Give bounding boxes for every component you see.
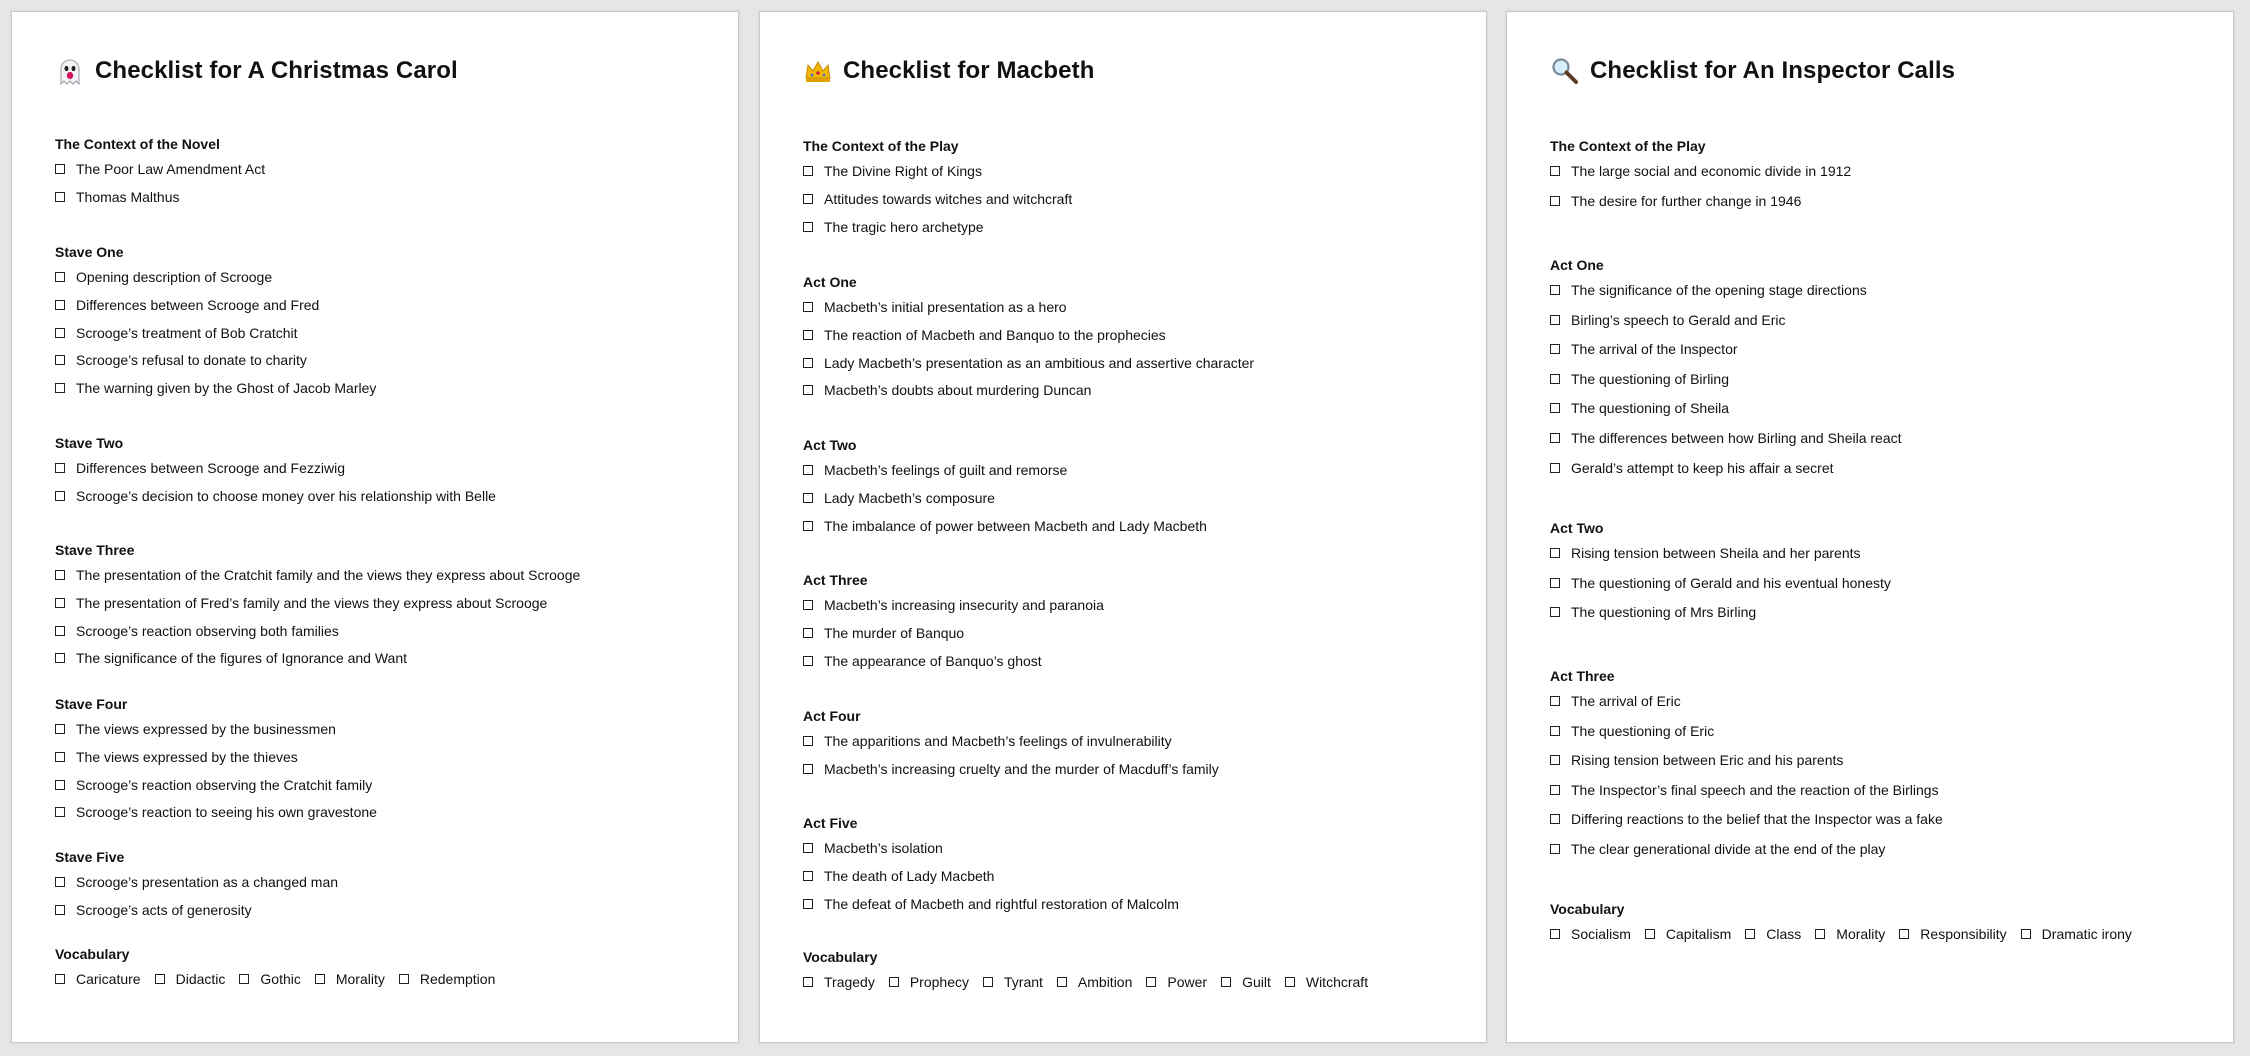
checklist-item-label: Scrooge’s reaction to seeing his own gravestone (76, 804, 377, 821)
checkbox[interactable] (155, 974, 165, 984)
section-context (1550, 138, 2210, 223)
checkbox[interactable] (1146, 977, 1156, 987)
checkbox[interactable] (55, 877, 65, 887)
checkbox[interactable] (1285, 977, 1295, 987)
section-heading: Act One (803, 274, 857, 290)
checkbox[interactable] (55, 570, 65, 580)
section-heading: The Context of the Play (1550, 138, 1706, 154)
checkbox[interactable] (1550, 785, 1560, 795)
checkbox[interactable] (315, 974, 325, 984)
section-heading: Act One (1550, 257, 1604, 273)
section-context (55, 136, 715, 217)
checklist-item-label: Birling’s speech to Gerald and Eric (1571, 311, 1786, 328)
checklist-item[interactable] (55, 874, 715, 890)
checkbox[interactable] (55, 164, 65, 174)
page-title: Checklist for Macbeth (843, 57, 1095, 84)
vocabulary-label: Redemption (419, 971, 496, 987)
checklist-item-label: Scrooge’s presentation as a changed man (76, 874, 339, 890)
vocabulary-item[interactable] (1057, 974, 1132, 990)
checkbox[interactable] (1550, 548, 1560, 558)
checklist-item-label: The murder of Banquo (824, 624, 965, 641)
checkbox[interactable] (1550, 726, 1560, 736)
checkbox[interactable] (803, 843, 813, 853)
vocabulary-row (1550, 926, 2210, 942)
checkbox[interactable] (1057, 977, 1067, 987)
checklist-item[interactable] (803, 518, 1463, 534)
vocabulary-label: Caricature (76, 971, 141, 987)
checkbox[interactable] (1550, 196, 1560, 206)
checklist-item-label: Macbeth’s increasing insecurity and paranoia (824, 597, 1104, 613)
checkbox[interactable] (1815, 929, 1825, 939)
page-title-row (1550, 56, 1955, 86)
vocabulary-item[interactable] (889, 974, 969, 990)
checklist-item-label: Scrooge’s refusal to donate to charity (76, 352, 307, 369)
checklist-item[interactable] (55, 567, 715, 583)
checklist-item-label: Opening description of Scrooge (76, 269, 273, 285)
checklist-item[interactable] (1550, 282, 2210, 298)
vocabulary-item[interactable] (1146, 974, 1207, 990)
section-heading: Stave Two (55, 435, 124, 451)
vocabulary-item[interactable] (803, 974, 875, 990)
checkbox[interactable] (1745, 929, 1755, 939)
checklist-item[interactable] (55, 297, 715, 313)
vocabulary-item[interactable] (55, 971, 141, 987)
section-act-two (1550, 520, 2210, 634)
document-page-christmas-carol (11, 11, 739, 1043)
checkbox[interactable] (803, 628, 813, 638)
checkbox[interactable] (1550, 433, 1560, 443)
checklist-item-label: The presentation of Fred’s family and the views they express about Scrooge (76, 594, 548, 611)
section-heading: Act Three (1550, 668, 1615, 684)
checklist-item[interactable] (803, 191, 1463, 207)
checkbox[interactable] (55, 383, 65, 393)
checklist-item[interactable] (1550, 163, 2210, 179)
checklist-item-label: The appearance of Banquo’s ghost (824, 652, 1042, 669)
checkbox[interactable] (55, 974, 65, 984)
checklist-item[interactable] (1550, 693, 2210, 709)
vocabulary-label: Power (1167, 974, 1208, 990)
checklist-item-label: The questioning of Mrs Birling (1571, 604, 1757, 621)
vocabulary-label: Responsibility (1920, 926, 2007, 942)
checklist-item-label: The significance of the figures of Ignorance and Want (76, 650, 408, 667)
checklist-item-label: Scrooge’s treatment of Bob Cratchit (76, 324, 298, 341)
checklist-item-label: Attitudes towards witches and witchcraft (824, 190, 1073, 207)
checklist-item-label: The apparitions and Macbeth’s feelings of invulnerability (824, 733, 1172, 749)
section-act-four (803, 708, 1463, 789)
vocabulary-item[interactable] (1550, 926, 1631, 942)
checkbox[interactable] (803, 656, 813, 666)
checkbox[interactable] (55, 905, 65, 915)
checklist-item-label: Scrooge’s reaction observing both families (76, 622, 339, 639)
checklist-item[interactable] (1550, 752, 2210, 768)
checklist-item-label: The tragic hero archetype (824, 218, 984, 235)
checkbox[interactable] (1550, 844, 1560, 854)
checkbox[interactable] (55, 752, 65, 762)
checkbox[interactable] (803, 521, 813, 531)
vocabulary-label: Tragedy (824, 974, 875, 990)
checklist-item-label: The Poor Law Amendment Act (76, 161, 266, 177)
checklist-item-label: Macbeth’s increasing cruelty and the murder of Macduff’s family (824, 760, 1219, 777)
vocabulary-item[interactable] (1745, 926, 1801, 942)
section-act-three (1550, 668, 2210, 871)
ghost-icon (55, 56, 85, 86)
checklist-item-label: The Inspector’s final speech and the reaction of the Birlings (1571, 781, 1939, 798)
checklist-item-label: Rising tension between Sheila and her parents (1571, 545, 1861, 561)
checkbox[interactable] (55, 355, 65, 365)
checkbox[interactable] (1550, 463, 1560, 473)
section-heading: Act Three (803, 572, 868, 588)
checklist-item-label: The views expressed by the thieves (76, 748, 298, 765)
checklist-item-label: Differences between Scrooge and Fred (76, 296, 320, 313)
checkbox[interactable] (1550, 814, 1560, 824)
checkbox[interactable] (803, 899, 813, 909)
checklist-item[interactable] (55, 777, 715, 793)
page-title-row (803, 56, 1095, 86)
vocabulary-item[interactable] (1899, 926, 2006, 942)
checkbox[interactable] (1550, 166, 1560, 176)
checklist-item-label: The large social and economic divide in 1912 (1571, 163, 1852, 179)
checkbox[interactable] (55, 653, 65, 663)
checklist-item[interactable] (55, 488, 715, 504)
checkbox[interactable] (55, 626, 65, 636)
checkbox[interactable] (55, 328, 65, 338)
checklist-item-label: The questioning of Gerald and his eventual honesty (1571, 574, 1891, 591)
checklist-item-label: The death of Lady Macbeth (824, 867, 995, 884)
checklist-item[interactable] (803, 896, 1463, 912)
vocabulary-item[interactable] (983, 974, 1043, 990)
checkbox[interactable] (803, 222, 813, 232)
vocabulary-row (803, 974, 1463, 990)
checkbox[interactable] (803, 764, 813, 774)
checklist-item[interactable] (55, 269, 715, 285)
checklist-item[interactable] (803, 490, 1463, 506)
section-heading: Stave Three (55, 542, 135, 558)
checklist-item[interactable] (55, 460, 715, 476)
section-act-five (803, 815, 1463, 923)
vocabulary-item[interactable] (1221, 974, 1271, 990)
checklist-item[interactable] (803, 625, 1463, 641)
checkbox[interactable] (55, 724, 65, 734)
checklist-item-label: Differences between Scrooge and Fezziwig (76, 460, 346, 476)
checkbox[interactable] (803, 977, 813, 987)
checkbox[interactable] (1899, 929, 1909, 939)
vocabulary-label: Morality (335, 971, 385, 987)
checklist-item-label: Macbeth’s doubts about murdering Duncan (824, 382, 1092, 399)
vocabulary-label: Prophecy (909, 974, 969, 990)
checklist-item-label: Lady Macbeth’s presentation as an ambitious and assertive character (824, 354, 1255, 371)
checklist-item-label: The presentation of the Cratchit family and the views they express about Scrooge (76, 567, 581, 583)
checklist-item[interactable] (1550, 841, 2210, 857)
checkbox[interactable] (1221, 977, 1231, 987)
section-heading: The Context of the Play (803, 138, 959, 154)
checkbox[interactable] (1550, 374, 1560, 384)
checkbox[interactable] (1550, 315, 1560, 325)
checklist-item-label: The significance of the opening stage directions (1571, 282, 1867, 298)
checklist-item-label: The questioning of Eric (1571, 722, 1715, 739)
checkbox[interactable] (1550, 696, 1560, 706)
vocabulary-item[interactable] (1285, 974, 1368, 990)
checkbox[interactable] (803, 465, 813, 475)
checklist-item-label: The reaction of Macbeth and Banquo to the prophecies (824, 326, 1166, 343)
checkbox[interactable] (803, 166, 813, 176)
checkbox[interactable] (1550, 285, 1560, 295)
checkbox[interactable] (803, 493, 813, 503)
vocabulary-label: Tyrant (1004, 974, 1043, 990)
vocabulary-item[interactable] (1815, 926, 1885, 942)
section-vocabulary (55, 946, 715, 987)
checkbox[interactable] (399, 974, 409, 984)
vocabulary-item[interactable] (315, 971, 385, 987)
checkbox[interactable] (803, 600, 813, 610)
checklist-item[interactable] (1550, 460, 2210, 476)
section-heading: Act Two (1550, 520, 1604, 536)
checklist-item[interactable] (803, 462, 1463, 478)
checklist-item[interactable] (55, 325, 715, 341)
checkbox[interactable] (803, 302, 813, 312)
section-act-one (803, 274, 1463, 410)
checkbox[interactable] (803, 358, 813, 368)
checklist-item-label: Macbeth’s feelings of guilt and remorse (824, 462, 1068, 478)
section-vocabulary (1550, 901, 2210, 942)
section-heading: Stave Five (55, 849, 125, 865)
section-vocabulary (803, 949, 1463, 990)
checklist-item-label: Scrooge’s acts of generosity (76, 901, 252, 918)
crown-icon (803, 56, 833, 86)
checklist-item[interactable] (803, 868, 1463, 884)
checklist-item-label: Rising tension between Eric and his parents (1571, 752, 1844, 769)
checkbox[interactable] (55, 780, 65, 790)
vocabulary-item[interactable] (155, 971, 226, 987)
checkbox[interactable] (803, 871, 813, 881)
checklist-item-label: The arrival of Eric (1571, 693, 1681, 709)
vocabulary-label: Ambition (1077, 974, 1133, 990)
page-title: Checklist for An Inspector Calls (1590, 57, 1956, 84)
checklist-item[interactable] (803, 327, 1463, 343)
checklist-item[interactable] (55, 595, 715, 611)
checklist-item[interactable] (803, 163, 1463, 179)
checklist-item[interactable] (1550, 341, 2210, 357)
checklist-item[interactable] (1550, 545, 2210, 561)
checkbox[interactable] (2021, 929, 2031, 939)
vocabulary-label: Socialism (1571, 926, 1631, 942)
checklist-item-label: Scrooge’s reaction observing the Cratchit family (76, 776, 373, 793)
checkbox[interactable] (803, 385, 813, 395)
vocabulary-label: Class (1766, 926, 1802, 942)
checkbox[interactable] (55, 272, 65, 282)
vocabulary-label: Capitalism (1665, 926, 1732, 942)
checkbox[interactable] (1550, 755, 1560, 765)
checklist-item-label: Thomas Malthus (76, 188, 180, 205)
checkbox[interactable] (803, 330, 813, 340)
checklist-item[interactable] (803, 299, 1463, 315)
checkbox[interactable] (1550, 607, 1560, 617)
vocabulary-item[interactable] (399, 971, 496, 987)
section-heading: Act Five (803, 815, 858, 831)
vocabulary-label: Guilt (1242, 974, 1271, 990)
section-act-two (803, 437, 1463, 545)
document-page-macbeth (759, 11, 1487, 1043)
section-stave-one (55, 244, 715, 408)
section-stave-five (55, 849, 715, 930)
vocabulary-label: Gothic (260, 971, 301, 987)
checkbox[interactable] (1550, 403, 1560, 413)
section-heading: Vocabulary (55, 946, 130, 962)
vocabulary-label: Didactic (175, 971, 226, 987)
magnifying-glass-icon (1550, 56, 1580, 86)
vocabulary-item[interactable] (2021, 926, 2132, 942)
checklist-item[interactable] (1550, 193, 2210, 209)
checkbox[interactable] (803, 194, 813, 204)
checklist-item[interactable] (55, 721, 715, 737)
checklist-item-label: The Divine Right of Kings (824, 163, 982, 179)
checklist-item[interactable] (55, 650, 715, 666)
checkbox[interactable] (983, 977, 993, 987)
checklist-item-label: Lady Macbeth’s composure (824, 489, 995, 506)
section-act-one (1550, 257, 2210, 489)
checklist-item-label: Macbeth’s isolation (824, 840, 943, 856)
checkbox[interactable] (1550, 344, 1560, 354)
section-stave-four (55, 696, 715, 832)
section-heading: The Context of the Novel (55, 136, 220, 152)
checklist-item[interactable] (803, 382, 1463, 398)
checklist-item-label: The differences between how Birling and Sheila react (1571, 429, 1902, 446)
page-title-row (55, 56, 458, 86)
checklist-item-label: The clear generational divide at the end of the play (1571, 840, 1886, 857)
checklist-item-label: Scrooge’s decision to choose money over his relationship with Belle (76, 487, 496, 504)
checklist-item[interactable] (1550, 811, 2210, 827)
checklist-item[interactable] (803, 219, 1463, 235)
section-stave-three (55, 542, 715, 678)
checklist-item[interactable] (55, 902, 715, 918)
checklist-item-label: The warning given by the Ghost of Jacob Marley (76, 380, 377, 397)
section-context (803, 138, 1463, 246)
checklist-item[interactable] (803, 733, 1463, 749)
vocabulary-item[interactable] (1645, 926, 1731, 942)
checkbox[interactable] (1550, 578, 1560, 588)
checklist-item[interactable] (1550, 400, 2210, 416)
checkbox[interactable] (55, 192, 65, 202)
checklist-item[interactable] (803, 761, 1463, 777)
checklist-item[interactable] (1550, 575, 2210, 591)
page-title: Checklist for A Christmas Carol (95, 57, 458, 84)
checklist-item[interactable] (803, 653, 1463, 669)
section-heading: Act Four (803, 708, 861, 724)
checklist-item-label: The views expressed by the businessmen (76, 721, 336, 737)
vocabulary-label: Witchcraft (1305, 974, 1369, 990)
section-act-three (803, 572, 1463, 680)
checklist-item[interactable] (55, 352, 715, 368)
checklist-item[interactable] (803, 355, 1463, 371)
checklist-item[interactable] (55, 161, 715, 177)
checklist-item-label: Differing reactions to the belief that the Inspector was a fake (1571, 811, 1943, 828)
section-heading: Stave Four (55, 696, 128, 712)
checkbox[interactable] (55, 491, 65, 501)
checkbox[interactable] (55, 807, 65, 817)
checkbox[interactable] (803, 736, 813, 746)
checklist-item-label: The desire for further change in 1946 (1571, 193, 1802, 209)
section-heading: Stave One (55, 244, 124, 260)
checklist-item-label: The imbalance of power between Macbeth and Lady Macbeth (824, 517, 1207, 534)
checklist-item-label: Macbeth’s initial presentation as a hero (824, 299, 1067, 315)
vocabulary-item[interactable] (239, 971, 300, 987)
section-heading: Act Two (803, 437, 857, 453)
checklist-item-label: The questioning of Birling (1571, 370, 1729, 387)
vocabulary-row (55, 971, 715, 987)
checkbox[interactable] (55, 598, 65, 608)
document-page-inspector-calls (1506, 11, 2234, 1043)
checklist-item[interactable] (803, 597, 1463, 613)
checklist-item-label: Gerald’s attempt to keep his affair a secret (1571, 459, 1834, 476)
section-heading: Vocabulary (803, 949, 878, 965)
checkbox[interactable] (55, 300, 65, 310)
checkbox[interactable] (1550, 929, 1560, 939)
checklist-item[interactable] (55, 189, 715, 205)
vocabulary-label: Dramatic irony (2041, 926, 2132, 942)
checkbox[interactable] (1645, 929, 1655, 939)
vocabulary-label: Morality (1836, 926, 1886, 942)
checklist-item[interactable] (1550, 371, 2210, 387)
section-stave-two (55, 435, 715, 516)
checkbox[interactable] (239, 974, 249, 984)
checklist-item[interactable] (55, 623, 715, 639)
checklist-item-label: The arrival of the Inspector (1571, 341, 1738, 358)
checklist-item[interactable] (1550, 723, 2210, 739)
checklist-item[interactable] (1550, 312, 2210, 328)
checklist-item[interactable] (1550, 430, 2210, 446)
checklist-item[interactable] (1550, 604, 2210, 620)
checkbox[interactable] (55, 463, 65, 473)
checkbox[interactable] (889, 977, 899, 987)
checklist-item[interactable] (1550, 782, 2210, 798)
section-heading: Vocabulary (1550, 901, 1625, 917)
checklist-item[interactable] (55, 749, 715, 765)
checklist-item[interactable] (55, 380, 715, 396)
checklist-item[interactable] (803, 840, 1463, 856)
checklist-item-label: The questioning of Sheila (1571, 400, 1729, 417)
checklist-item-label: The defeat of Macbeth and rightful restoration of Malcolm (824, 895, 1179, 912)
checklist-item[interactable] (55, 804, 715, 820)
